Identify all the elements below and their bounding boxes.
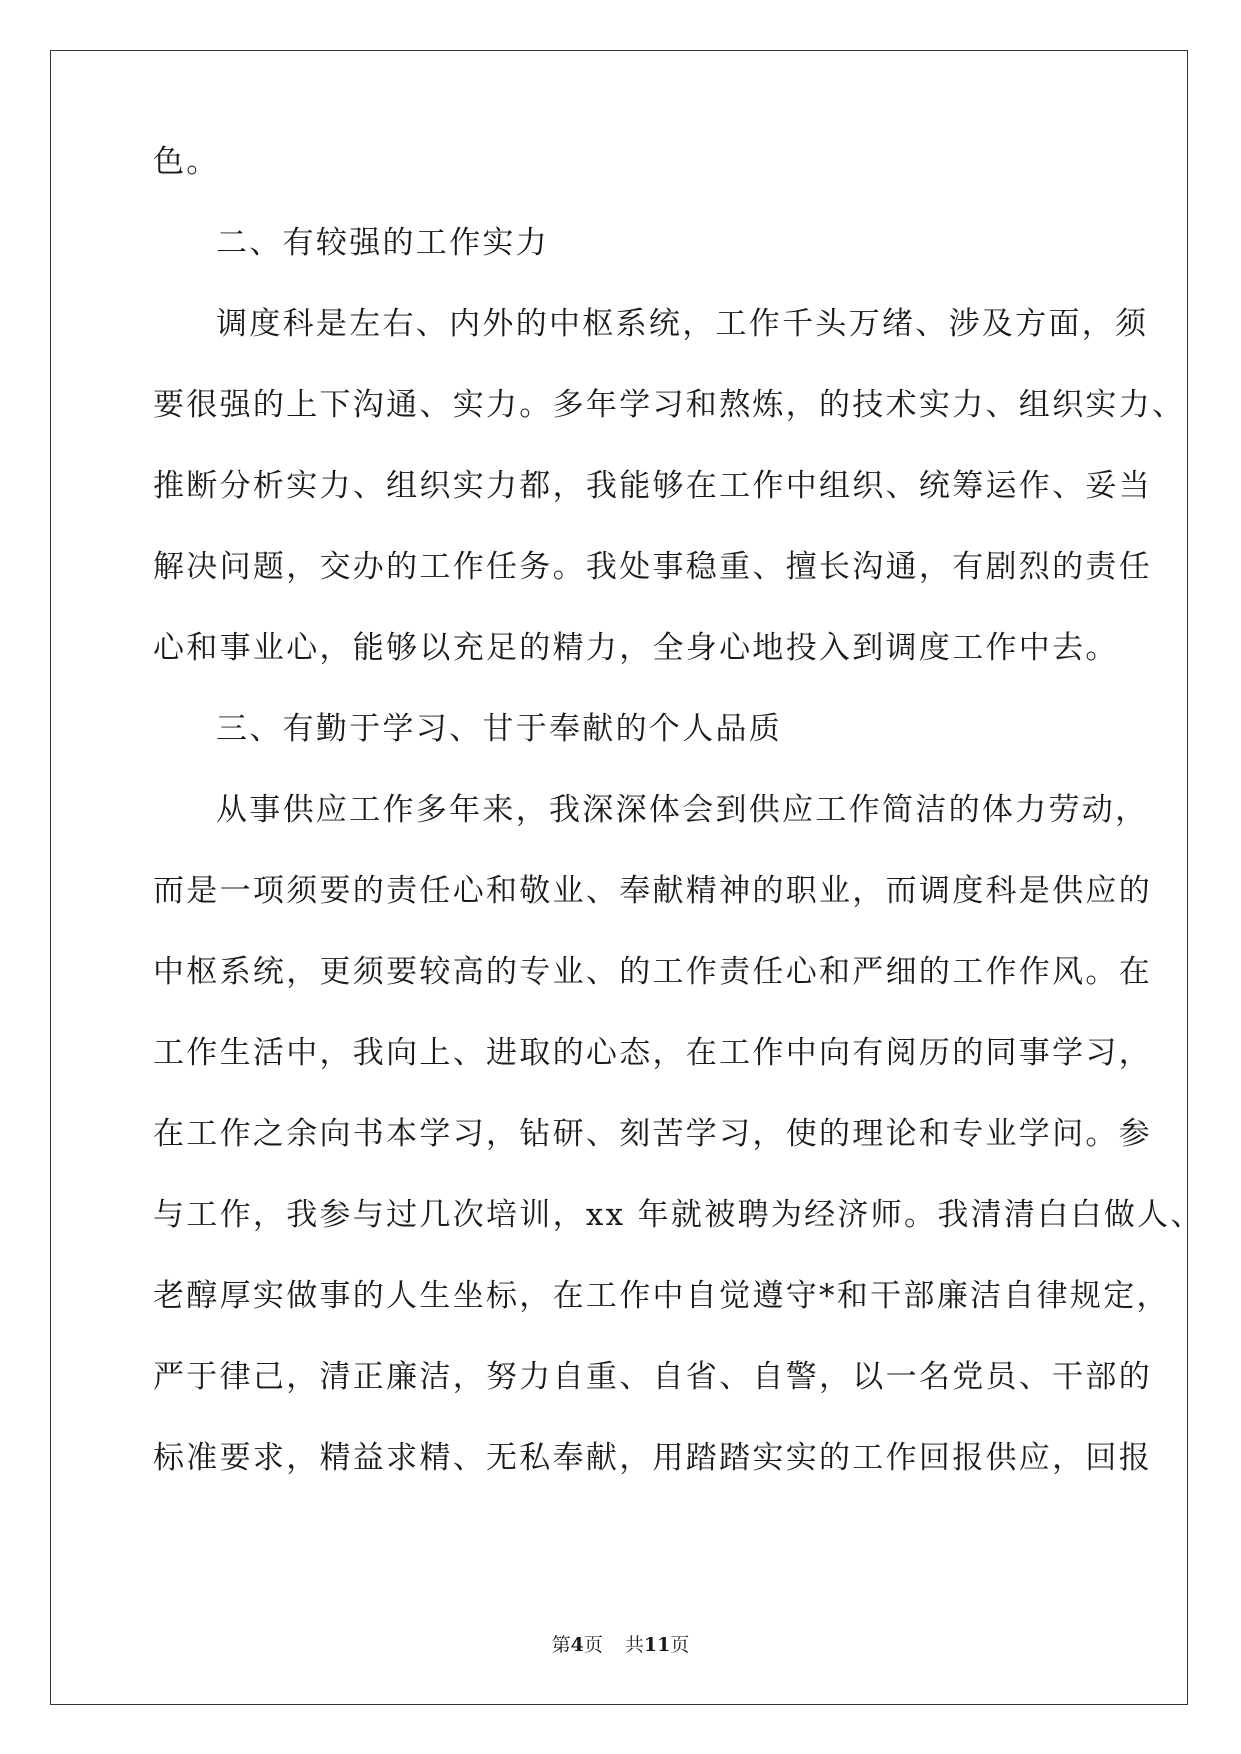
text-line: 解决问题，交办的工作任务。我处事稳重、擅长沟通，有剧烈的责任 <box>153 549 1152 585</box>
page-footer <box>0 1630 1241 1657</box>
text-line: 要很强的上下沟通、实力。多年学习和熬炼，的技术实力、组织实力、 <box>153 387 1186 423</box>
text-line: 心和事业心，能够以充足的精力，全身心地投入到调度工作中去。 <box>153 630 1119 666</box>
text-line: 老醇厚实做事的人生坐标，在工作中自觉遵守*和干部廉洁自律规定， <box>153 1278 1170 1314</box>
footer-prefix: 第 <box>551 1634 571 1656</box>
text-line: 色。 <box>153 144 220 180</box>
text-line: 标准要求，精益求精、无私奉献，用踏踏实实的工作回报供应，回报 <box>153 1440 1152 1476</box>
text-line: 中枢系统，更须要较高的专业、的工作责任心和严细的工作作风。在 <box>153 954 1152 990</box>
text-line: 严于律己，清正廉洁，努力自重、自省、自警，以一名党员、干部的 <box>153 1359 1152 1395</box>
footer-total-prefix: 共 <box>624 1634 644 1656</box>
text-line: 从事供应工作多年来，我深深体会到供应工作简洁的体力劳动， <box>216 792 1149 828</box>
footer-total-suffix: 页 <box>670 1634 690 1656</box>
current-page-number: 4 <box>570 1634 584 1656</box>
text-line: 而是一项须要的责任心和敬业、奉献精神的职业，而调度科是供应的 <box>153 873 1152 909</box>
text-line: 在工作之余向书本学习，钻研、刻苦学习，使的理论和专业学问。参 <box>153 1116 1152 1152</box>
total-page-count: 11 <box>643 1634 671 1656</box>
text-line: 推断分析实力、组织实力都，我能够在工作中组织、统筹运作、妥当 <box>153 468 1152 504</box>
document-body <box>153 142 1204 1519</box>
text-line: 与工作，我参与过几次培训，xx 年就被聘为经济师。我清清白白做人、 <box>153 1197 1204 1233</box>
text-line: 调度科是左右、内外的中枢系统，工作千头万绪、涉及方面，须 <box>216 306 1149 342</box>
text-line: 二、有较强的工作实力 <box>216 225 549 261</box>
text-line: 三、有勤于学习、甘于奉献的个人品质 <box>216 711 783 747</box>
text-line: 工作生活中，我向上、进取的心态，在工作中向有阅历的同事学习， <box>153 1035 1152 1071</box>
footer-page-suffix: 页 <box>583 1634 603 1656</box>
